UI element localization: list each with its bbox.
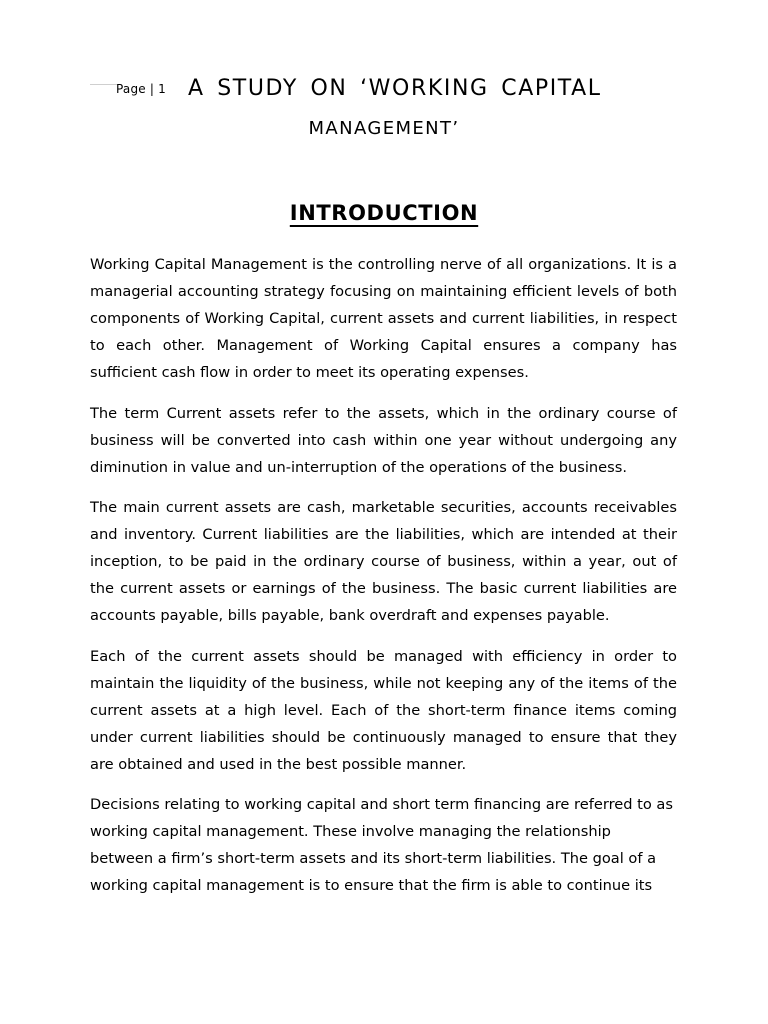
document-title-line-2-wrapper [0, 118, 768, 139]
document-title-line-1: A STUDY ON ‘WORKING CAPITAL [188, 76, 602, 101]
paragraph-4: Each of the current assets should be managed with efficiency in order to maintain the liquidity of the business, while not keeping any of the items of the current assets at a high level. Each of the short-term finance items coming under current liabilities should be continuously managed to ensure that they are obtained and used in the best possible manner. [90, 647, 677, 773]
section-heading: INTRODUCTION [289, 201, 479, 225]
document-title-line-2: MANAGEMENT’ [308, 118, 460, 139]
body-text [90, 251, 677, 913]
paragraph-3: The main current assets are cash, marketable securities, accounts receivables and inventory. Current liabilities are the liabilities, which are intended at their inception, to be paid in the ordinary course of business, within a year, out of the current assets or earnings of the business. The basic current liabilities are accounts payable, bills payable, bank overdraft and expenses payable. [90, 499, 677, 624]
paragraph-5: Decisions relating to working capital and short term financing are referred to as working capital management. These involve managing the relationship between a firm’s short-term assets and its short-term liabilities. The goal of a working capital management is to ensure that the firm is able to continue its [90, 796, 673, 894]
paragraph-1: Working Capital Management is the controlling nerve of all organizations. It is a managerial accounting strategy focusing on maintaining efficient levels of both components of Working Capital, current assets and current liabilities, in respect to each other. Management of Working Capital ensures a company has sufficient cash flow in order to meet its operating expenses. [90, 256, 677, 381]
page-number-label: Page | 1 [116, 82, 166, 96]
paragraph-2: The term Current assets refer to the assets, which in the ordinary course of business will be converted into cash within one year without undergoing any diminution in value and un-interruption of the operations of the business. [90, 404, 677, 476]
